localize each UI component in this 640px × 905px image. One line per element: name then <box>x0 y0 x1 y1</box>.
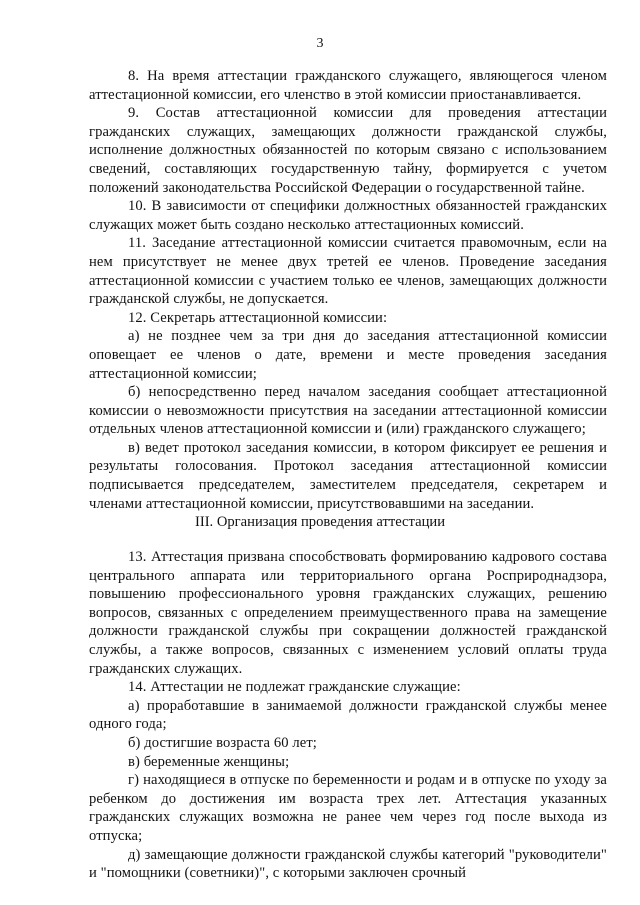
paragraph-14d: д) замещающие должности гражданской службы категорий "руководители" и "помощники (советники)", с которыми заключен срочный <box>89 846 607 882</box>
section-body-top <box>89 67 607 513</box>
paragraph-12v: в) ведет протокол заседания комиссии, в котором фиксирует ее решения и результаты голосования. Протокол заседания аттестационной комиссии подписывается председателем, заместителем председателя, секретарем и членами аттестационной комиссии, присутствовавшими на заседании. <box>89 439 607 512</box>
page-number: 3 <box>316 36 324 51</box>
paragraph-14g: г) находящиеся в отпуске по беременности и родам и в отпуске по уходу за ребенком до достижения им возраста трех лет. Аттестация указанных гражданских служащих возможна не ранее чем через год после выхода из отпуска; <box>89 772 607 844</box>
paragraph-14: 14. Аттестации не подлежат гражданские служащие: <box>128 679 461 696</box>
paragraph-12: 12. Секретарь аттестационной комиссии: <box>128 309 388 326</box>
paragraph-11: 11. Заседание аттестационной комиссии считается правомочным, если на нем присутствует не менее двух третей ее членов. Проведение заседания аттестационной комиссии с участием только ее членов, замещающих должности гражданской службы, не допускается. <box>89 235 607 308</box>
paragraph-12a: а) не позднее чем за три дня до заседания аттестационной комиссии оповещает ее членов о дате, времени и месте проведения заседания аттестационной комиссии; <box>89 328 607 382</box>
paragraph-10: 10. В зависимости от специфики должностных обязанностей гражданских служащих может быть создано несколько аттестационных комиссий. <box>89 198 607 233</box>
paragraph-8: 8. На время аттестации гражданского служащего, являющегося членом аттестационной комиссии, его членство в этой комиссии приостанавливается. <box>89 68 607 103</box>
paragraph-14v: в) беременные женщины; <box>128 753 290 770</box>
paragraph-9: 9. Состав аттестационной комиссии для проведения аттестации гражданских служащих, замещающих должности гражданской службы, исполнение должностных обязанностей по которым связано с использованием сведений, составляющих государственную тайну, формируется с учетом положений законодательства Российской Федерации о государственной тайне. <box>89 105 607 196</box>
section-heading: III. Организация проведения аттестации <box>194 514 446 530</box>
paragraph-14a: а) проработавшие в занимаемой должности гражданской службы менее одного года; <box>89 697 607 733</box>
paragraph-14b: б) достигшие возраста 60 лет; <box>128 734 317 751</box>
paragraph-12b: б) непосредственно перед началом заседания сообщает аттестационной комиссии о невозможности присутствия на заседании аттестационной комиссии отдельных членов аттестационной комиссии и (или) гражданского служащего; <box>89 384 607 438</box>
section-body-bottom <box>89 548 607 883</box>
paragraph-13: 13. Аттестация призвана способствовать формированию кадрового состава центрального аппарата или территориального органа Росприроднадзора, повышению профессионального уровня гражданских служащих, решению вопросов, связанных с определением преимущественного права на замещение должности гражданской службы при сокращении должностей гражданской службы, а также вопросов, связанных с изменением условий оплаты труда гражданских служащих. <box>89 549 607 677</box>
